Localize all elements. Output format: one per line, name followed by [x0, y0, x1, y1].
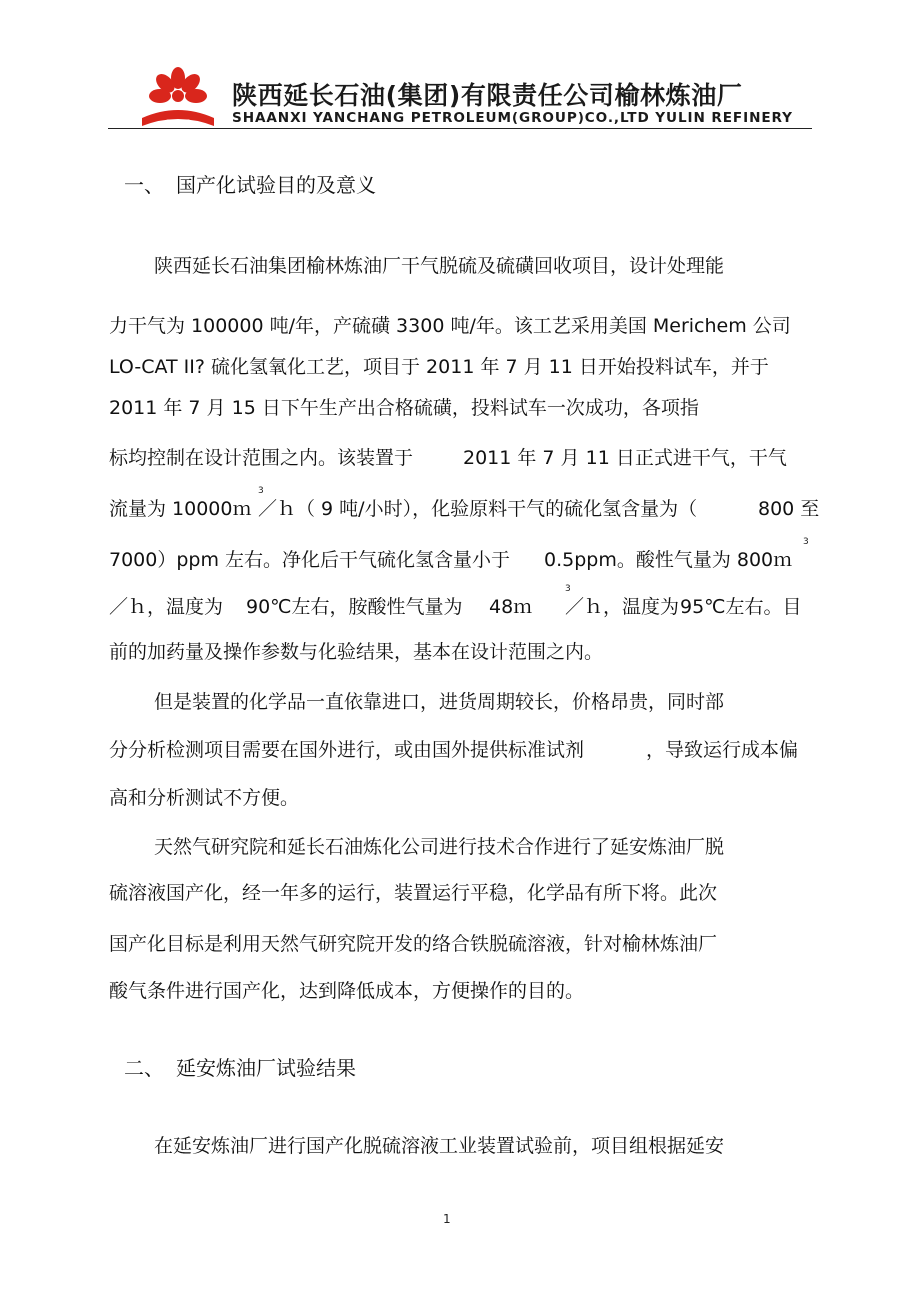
paragraph-line: 天然气研究院和延长石油炼化公司进行技术合作进行了延安炼油厂脱 — [154, 836, 725, 858]
superscript-3: 3 — [565, 584, 571, 594]
paragraph-line: 800 至 — [758, 498, 820, 520]
paragraph-line: 7000）ppm 左右。净化后干气硫化氢含量小于 — [109, 549, 511, 571]
paragraph-line: 在延安炼油厂进行国产化脱硫溶液工业装置试验前，项目组根据延安 — [154, 1135, 725, 1157]
company-logo-icon — [138, 66, 218, 130]
superscript-3: 3 — [803, 537, 809, 547]
header-company-name-cn: 陕西延长石油(集团)有限责任公司榆林炼油厂 — [232, 81, 743, 110]
paragraph-line: ／ｈ，温度为 — [109, 596, 224, 618]
header-divider — [108, 128, 812, 129]
paragraph-line: 48ｍ — [489, 596, 533, 618]
section2-heading-text: 延安炼油厂试验结果 — [176, 1056, 356, 1080]
paragraph-line: 酸气条件进行国产化，达到降低成本，方便操作的目的。 — [109, 980, 585, 1002]
paragraph-line: 高和分析测试不方便。 — [109, 787, 300, 809]
paragraph-line: 陕西延长石油集团榆林炼油厂干气脱硫及硫磺回收项目，设计处理能 — [154, 255, 725, 277]
paragraph-line: 2011 年 7 月 15 日下午生产出合格硫磺，投料试车一次成功，各项指 — [109, 397, 699, 419]
superscript-3: 3 — [258, 486, 264, 496]
paragraph-line: 分分析检测项目需要在国外进行，或由国外提供标准试剂 — [109, 739, 585, 761]
paragraph-line: 95℃左右。目 — [680, 596, 802, 618]
paragraph-line: 力干气为 100000 吨/年，产硫磺 3300 吨/年。该工艺采用美国 Merichem 公司 — [109, 315, 791, 337]
section1-heading-number: 一、 — [124, 173, 164, 197]
paragraph-line: 国产化目标是利用天然气研究院开发的络合铁脱硫溶液，针对榆林炼油厂 — [109, 933, 718, 955]
paragraph-line: LO-CAT II? 硫化氢氧化工艺，项目于 2011 年 7 月 11 日开始投料试车，并于 — [109, 356, 769, 378]
paragraph-line: 90℃左右，胺酸性气量为 — [246, 596, 463, 618]
section1-heading-text: 国产化试验目的及意义 — [176, 173, 376, 197]
paragraph-line: 流量为 10000ｍ — [109, 498, 252, 520]
paragraph-line: 0.5ppm。酸性气量为 800ｍ — [544, 549, 793, 571]
section2-heading-number: 二、 — [124, 1056, 164, 1080]
paragraph-line: 硫溶液国产化，经一年多的运行，装置运行平稳，化学品有所下将。此次 — [109, 882, 718, 904]
paragraph-line: 前的加药量及操作参数与化验结果，基本在设计范围之内。 — [109, 641, 604, 663]
paragraph-line: ／ｈ，温度为 — [565, 596, 680, 618]
paragraph-line: 2011 年 7 月 11 日正式进干气，干气 — [463, 447, 787, 469]
page-number: 1 — [443, 1212, 451, 1226]
paragraph-line: ／ｈ（ 9 吨/小时），化验原料干气的硫化氢含量为（ — [258, 498, 698, 520]
paragraph-line: ，导致运行成本偏 — [646, 739, 799, 761]
paragraph-line: 标均控制在设计范围之内。该装置于 — [109, 447, 414, 469]
header-company-name-en: SHAANXI YANCHANG PETROLEUM(GROUP)CO.,LTD YULIN REFINERY — [232, 110, 793, 126]
paragraph-line: 但是装置的化学品一直依靠进口，进货周期较长，价格昂贵，同时部 — [154, 691, 725, 713]
logo-year: 1905 — [165, 119, 191, 129]
